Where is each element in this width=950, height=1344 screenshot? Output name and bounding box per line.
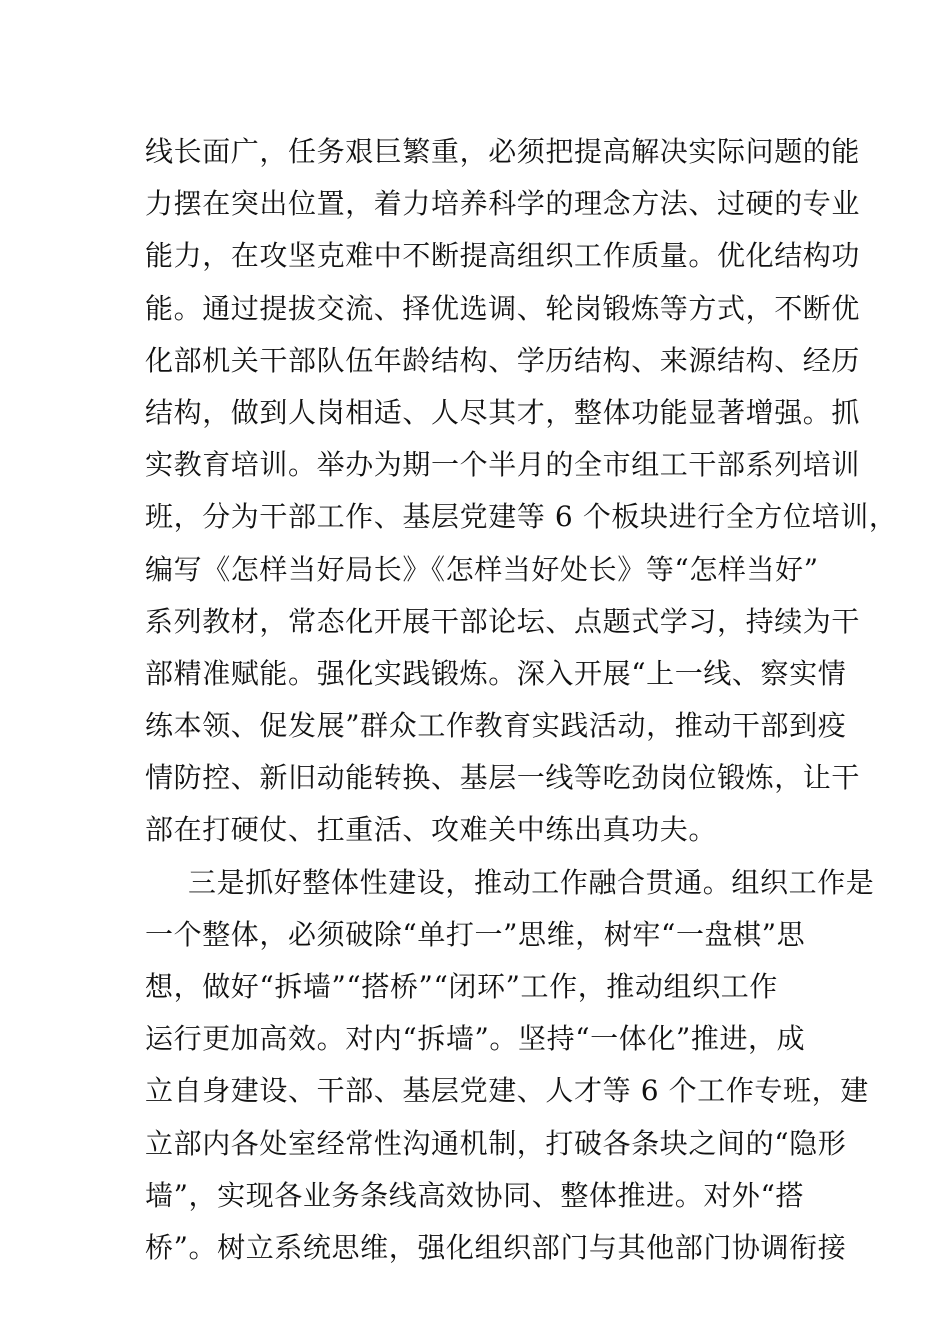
text-line: 结构，做到人岗相适、人尽其才，整体功能显著增强。抓 [145,395,861,429]
text-line: 想，做好“拆墙”“搭桥”“闭环”工作，推动组织工作 [145,970,778,1003]
text-line: 力摆在突出位置，着力培养科学的理念方法、过硬的专业 [145,187,861,221]
text-line: 一个整体，必须破除“单打一”思维，树牢“一盘棋”思 [145,917,806,951]
text-line: 化部机关干部队伍年龄结构、学历结构、来源结构、经历 [145,343,861,377]
text-line: 桥”。树立系统思维，强化组织部门与其他部门协调衔接 [145,1230,847,1264]
text-line: 运行更加高效。对内“拆墙”。坚持“一体化”推进，成 [145,1022,806,1056]
text-line: 立自身建设、干部、基层党建、人才等 6 个工作专班，建 [145,1074,869,1108]
text-line: 能力，在攻坚克难中不断提高组织工作质量。优化结构功 [145,239,861,273]
body-text [145,126,898,1274]
text-line: 班，分为干部工作、基层党建等 6 个板块进行全方位培训， [145,500,898,534]
text-line: 系列教材，常态化开展干部论坛、点题式学习，持续为干 [145,604,861,638]
text-line: 练本领、促发展”群众工作教育实践活动，推动干部到疫 [145,709,847,743]
text-line: 线长面广，任务艰巨繁重，必须把提高解决实际问题的能 [145,135,861,168]
text-line: 立部内各处室经常性沟通机制，打破各条块之间的“隐形 [145,1126,847,1160]
text-line: 部精准赋能。强化实践锻炼。深入开展“上一线、察实情 [145,656,847,690]
text-line: 编写《怎样当好局长》《怎样当好处长》等“怎样当好” [145,552,819,586]
text-line: 实教育培训。举办为期一个半月的全市组工干部系列培训 [145,448,861,482]
text-line: 情防控、新旧动能转换、基层一线等吃劲岗位锻炼，让干 [145,761,861,795]
text-line: 能。通过提拔交流、择优选调、轮岗锻炼等方式，不断优 [145,291,861,325]
paragraph-first-line: 三是抓好整体性建设，推动工作融合贯通。组织工作是 [188,865,875,899]
text-line: 墙”，实现各业务条线高效协同、整体推进。对外“搭 [145,1178,805,1212]
text-line: 部在打硬仗、扛重活、攻难关中练出真功夫。 [145,813,718,847]
